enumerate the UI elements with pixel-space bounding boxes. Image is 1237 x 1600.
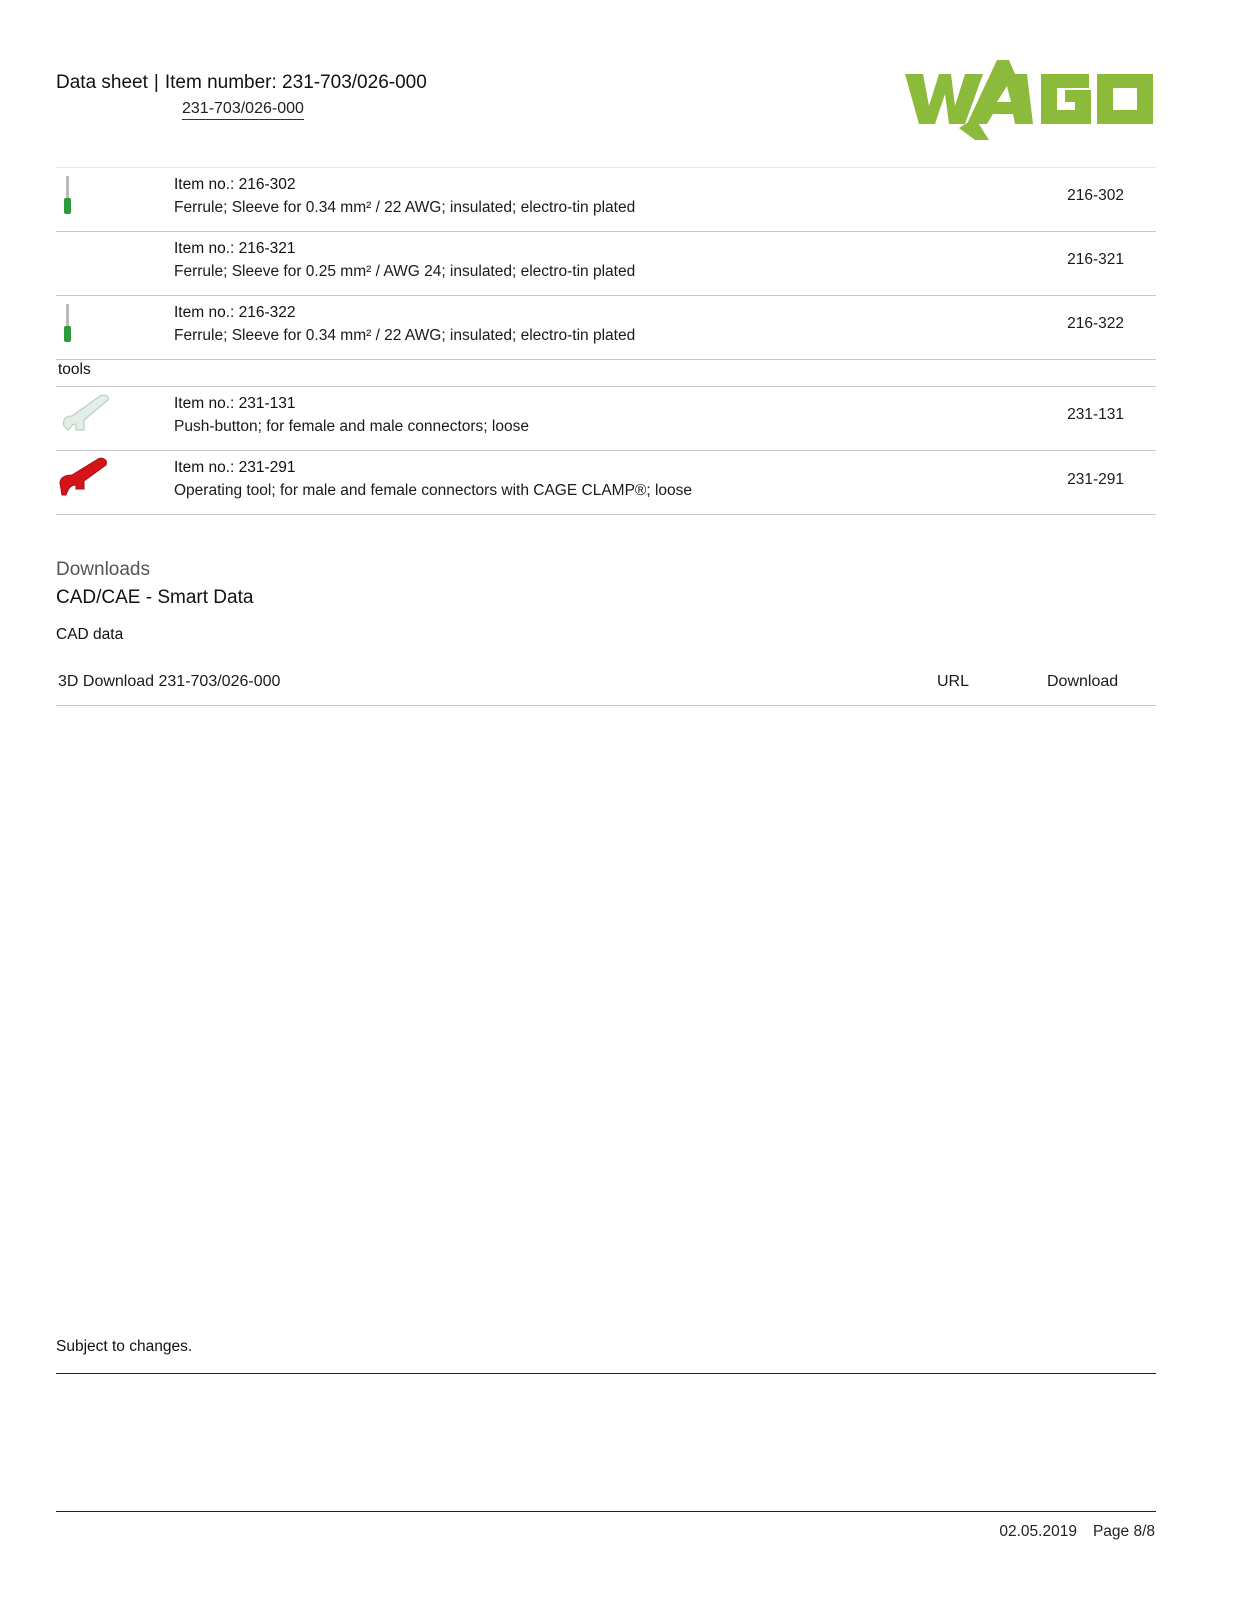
footer-page-number: Page 8/8 (1092, 1523, 1155, 1540)
green-ferrule-icon (56, 172, 114, 224)
accessory-description: Ferrule; Sleeve for 0.34 mm² / 22 AWG; insulated; electro-tin plated (174, 199, 636, 216)
subject-to-changes-notice: Subject to changes. (56, 1338, 193, 1355)
accessory-code[interactable]: 216-321 (1067, 251, 1124, 268)
white-push-button-icon (56, 390, 114, 442)
table-divider (56, 386, 1156, 387)
accessory-description: Operating tool; for male and female connectors with CAGE CLAMP®; loose (174, 482, 692, 499)
download-file-type: URL (937, 673, 970, 690)
accessory-item-number: Item no.: 216-322 (174, 304, 296, 321)
footer-divider (56, 1511, 1156, 1512)
footer-divider (56, 1373, 1156, 1374)
accessory-item-number: Item no.: 216-302 (174, 176, 296, 193)
page-title (56, 72, 427, 94)
accessory-item-number: Item no.: 216-321 (174, 240, 296, 257)
footer-date: 02.05.2019 (999, 1523, 1077, 1540)
tools-section-label: tools (58, 361, 91, 378)
accessory-code[interactable]: 231-131 (1067, 406, 1124, 423)
table-divider (56, 167, 1156, 168)
table-divider (56, 514, 1156, 515)
table-divider (56, 295, 1156, 296)
downloads-subheading: CAD/CAE - Smart Data (56, 587, 254, 608)
table-divider (56, 705, 1156, 706)
table-divider (56, 450, 1156, 451)
downloads-heading: Downloads (56, 559, 150, 580)
wago-logo (905, 58, 1155, 140)
footer-meta (999, 1523, 1155, 1541)
doc-type: Data sheet (56, 72, 148, 93)
green-ferrule-icon (56, 300, 114, 352)
accessory-item-number: Item no.: 231-131 (174, 395, 296, 412)
table-divider (56, 231, 1156, 232)
accessory-description: Push-button; for female and male connectors; loose (174, 418, 529, 435)
item-number-label: Item number: 231-703/026-000 (164, 72, 427, 93)
cad-data-label: CAD data (56, 626, 124, 643)
accessory-code[interactable]: 216-302 (1067, 187, 1124, 204)
table-divider (56, 359, 1156, 360)
title-separator: | (153, 72, 159, 93)
accessory-item-number: Item no.: 231-291 (174, 459, 296, 476)
accessory-description: Ferrule; Sleeve for 0.34 mm² / 22 AWG; insulated; electro-tin plated (174, 327, 636, 344)
download-link[interactable]: Download (1047, 673, 1119, 690)
item-number-link[interactable]: 231-703/026-000 (182, 100, 304, 120)
accessory-description: Ferrule; Sleeve for 0.25 mm² / AWG 24; insulated; electro-tin plated (174, 263, 636, 280)
accessory-code[interactable]: 231-291 (1067, 471, 1124, 488)
accessory-code[interactable]: 216-322 (1067, 315, 1124, 332)
red-operating-tool-icon (56, 453, 114, 505)
download-file-name: 3D Download 231-703/026-000 (58, 673, 281, 690)
